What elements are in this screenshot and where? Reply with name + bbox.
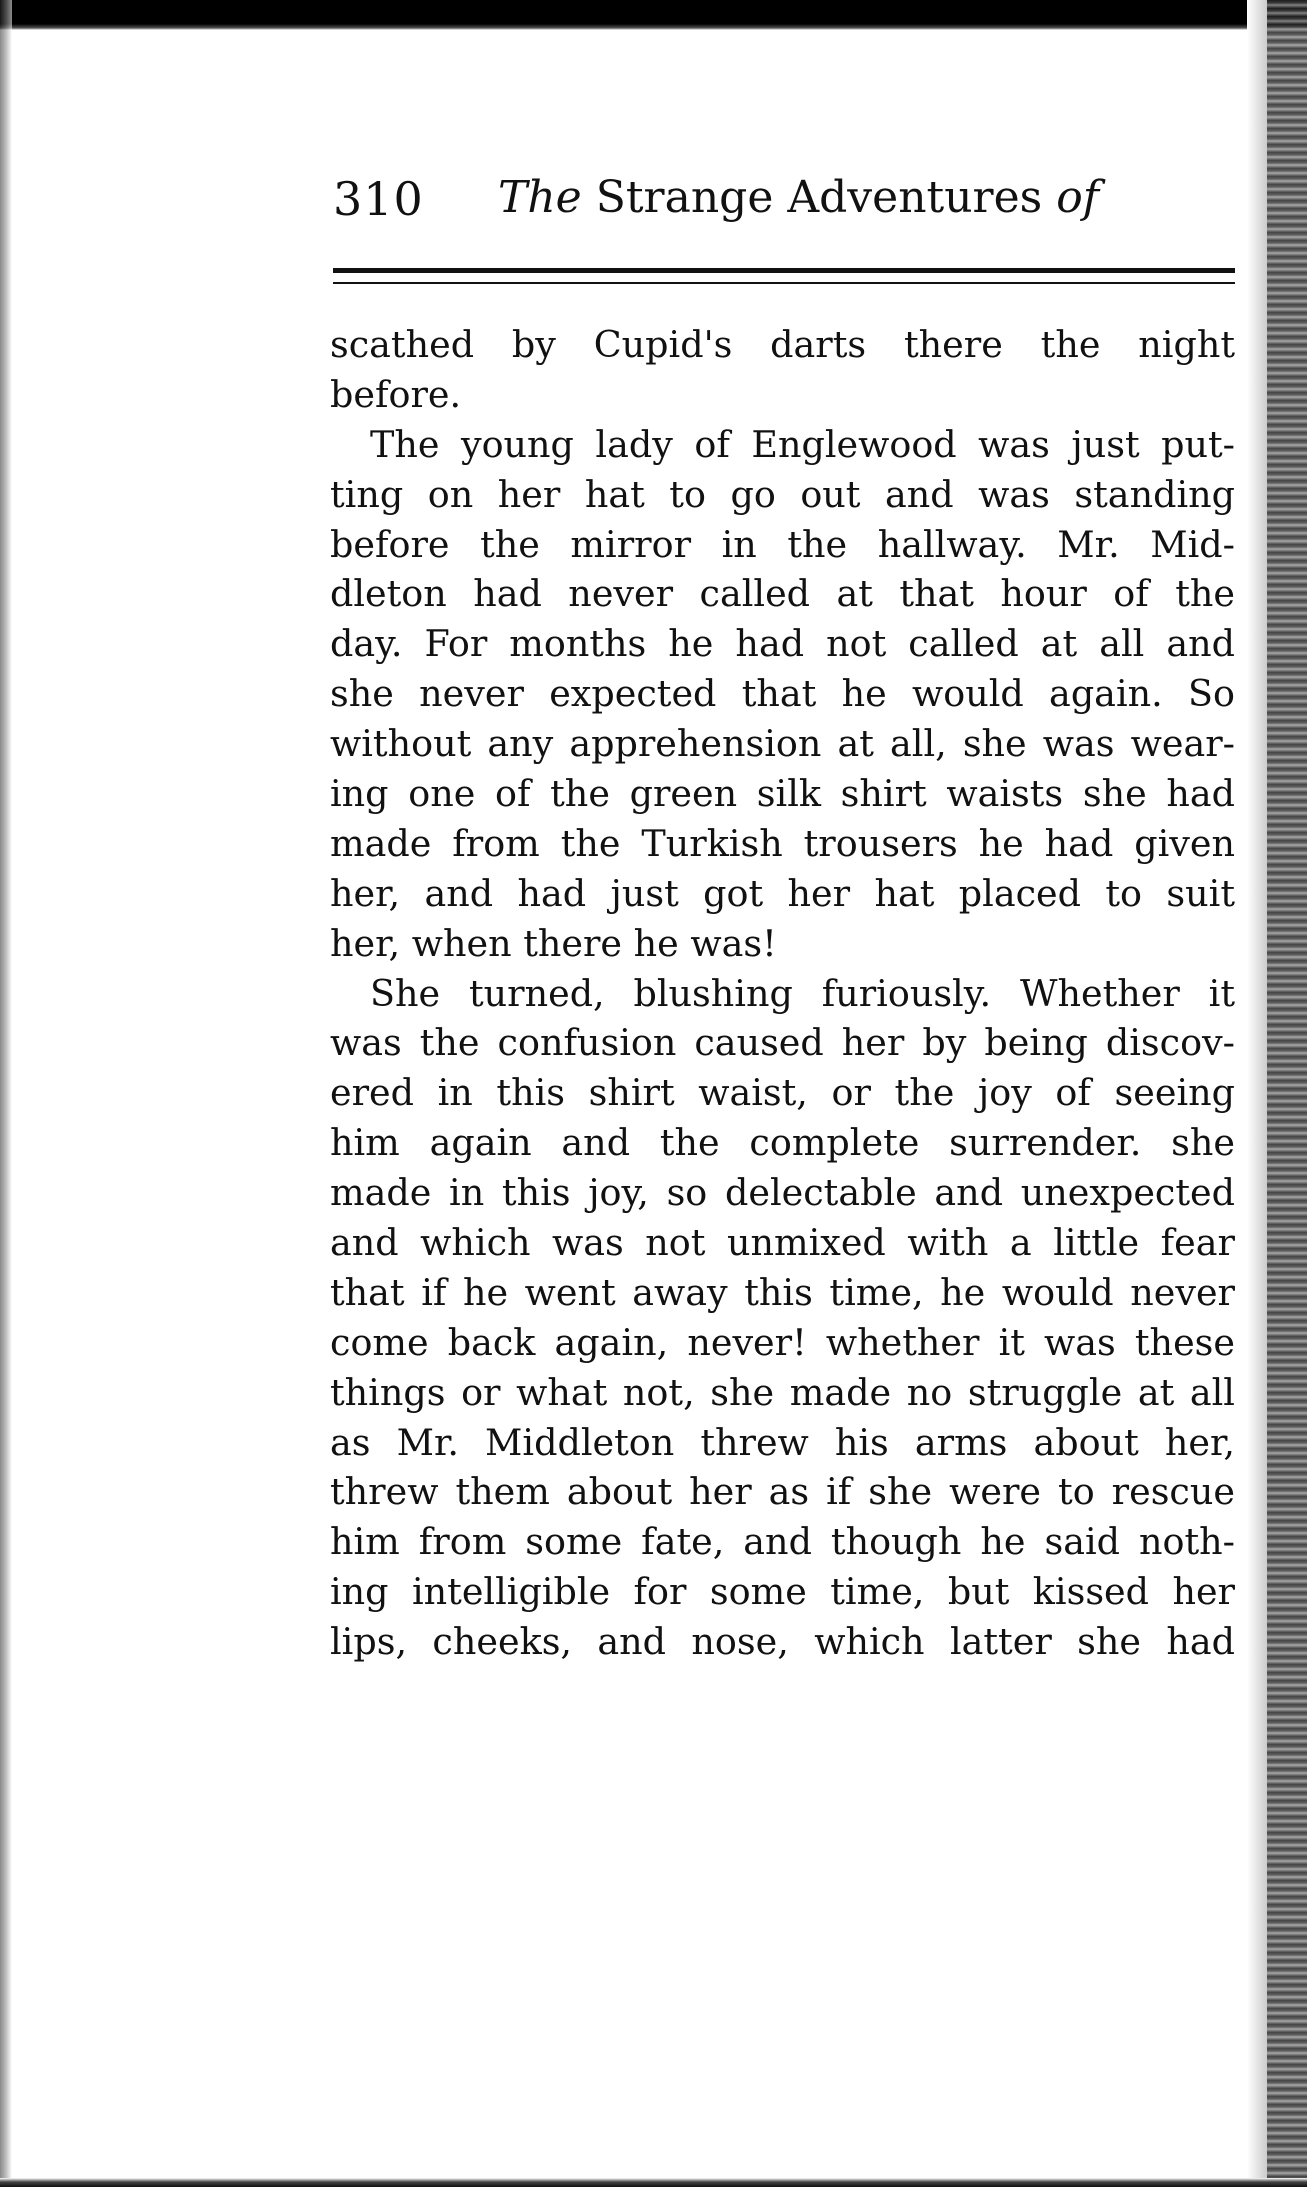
- text-line: him from some fate, and though he said noth-: [330, 1520, 1235, 1564]
- running-title-the: The: [498, 172, 582, 223]
- text-line: as Mr. Middleton threw his arms about her,: [330, 1420, 1235, 1464]
- text-line: ing intelligible for some time, but kissed her: [330, 1570, 1235, 1614]
- running-title-of: of: [1056, 172, 1099, 223]
- text-line: without any apprehension at all, she was wear-: [330, 722, 1235, 766]
- scan-edge-top: [0, 0, 1307, 30]
- text-line: her, when there he was!: [330, 921, 777, 965]
- text-line: things or what not, she made no struggle at all: [330, 1370, 1235, 1414]
- text-line: she never expected that he would again. So: [330, 672, 1235, 716]
- text-line: scathed by Cupid's darts there the night: [330, 323, 1235, 366]
- text-line: She turned, blushing furiously. Whether it: [370, 971, 1235, 1015]
- text-line: day. For months he had not called at all and: [330, 622, 1235, 666]
- text-line: dleton had never called at that hour of the: [330, 572, 1235, 616]
- running-title: [498, 172, 1099, 223]
- page-header: [333, 172, 1233, 232]
- text-line: before.: [330, 372, 462, 416]
- running-title-main: Strange Adventures: [595, 172, 1043, 223]
- text-line: The young lady of Englewood was just put-: [370, 422, 1235, 466]
- text-line: him again and the complete surrender. she: [330, 1121, 1235, 1165]
- text-line: ting on her hat to go out and was standing: [330, 472, 1235, 516]
- header-rule-thick: [333, 268, 1235, 273]
- text-line: her, and had just got her hat placed to suit: [330, 871, 1235, 915]
- page-number: 310: [333, 172, 424, 226]
- text-line: ing one of the green silk shirt waists she had: [330, 772, 1235, 816]
- scan-edge-right: [1267, 0, 1307, 2187]
- text-line: made in this joy, so delectable and unexpected: [330, 1171, 1235, 1215]
- text-line: threw them about her as if she were to rescue: [330, 1470, 1235, 1514]
- header-rule-thin: [333, 282, 1235, 284]
- scan-edge-left: [0, 0, 12, 2187]
- text-line: made from the Turkish trousers he had given: [330, 821, 1235, 865]
- body-text: [330, 320, 1235, 1667]
- text-line: lips, cheeks, and nose, which latter she had: [330, 1620, 1235, 1664]
- text-line: that if he went away this time, he would never: [330, 1270, 1235, 1314]
- text-line: before the mirror in the hallway. Mr. Mid-: [330, 522, 1235, 566]
- text-line: was the confusion caused her by being discov-: [330, 1021, 1235, 1065]
- scan-edge-right-fade: [1247, 0, 1267, 2187]
- text-line: come back again, never! whether it was these: [330, 1320, 1235, 1364]
- scan-edge-bottom: [0, 2178, 1307, 2187]
- text-line: ered in this shirt waist, or the joy of seeing: [330, 1071, 1235, 1115]
- text-line: and which was not unmixed with a little fear: [330, 1221, 1235, 1265]
